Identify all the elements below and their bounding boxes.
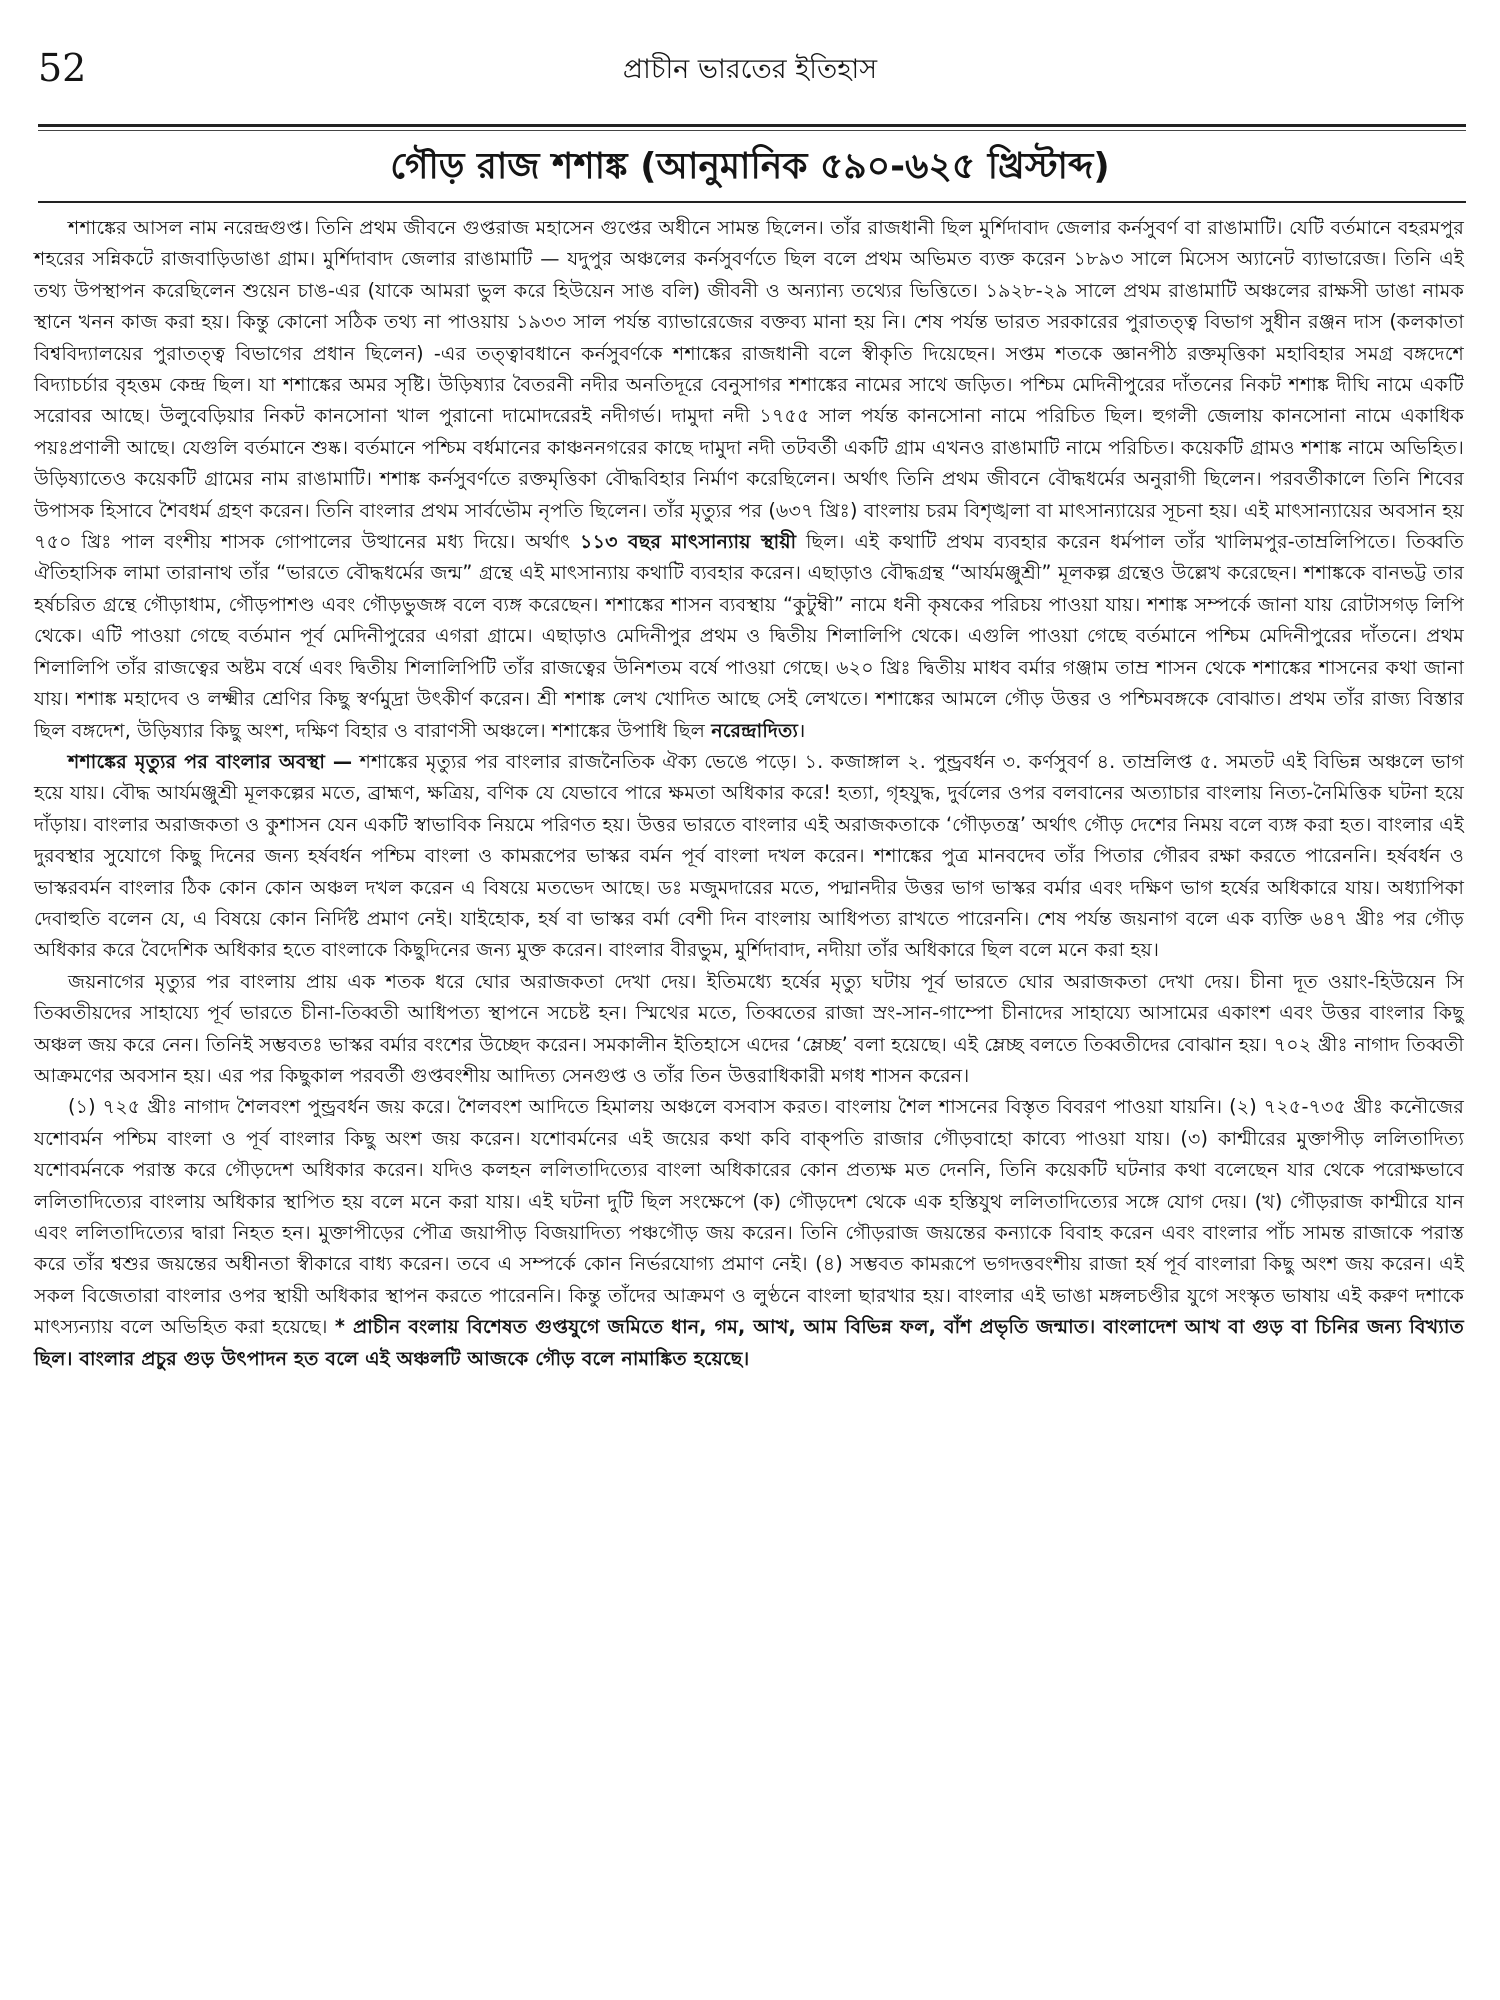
paragraph-text: ছিল। এই কথাটি প্রথম ব্যবহার করেন ধর্মপাল তাঁর খালিমপুর-তাম্রলিপিতে। তিব্বতি ঐতিহাসিক লামা তারানাথ তাঁর “ভারতে বৌদ্ধধর্মের জন্ম” গ্রন্থে এই মাৎসান্যায় কথাটি ব্যবহার করেন। এছাড়াও বৌদ্ধগ্রন্থ “আর্যমঞ্জুশ্রী” মূলকল্প গ্রন্থেও উল্লেখ করেছেন। শশাঙ্ককে বানভট্ট তার হর্ষচরিত গ্রন্থে গৌড়াধাম, গৌড়পাশণ্ড এবং গৌড়ভুজঙ্গ বলে ব্যঙ্গ করেছেন। শশাঙ্কের শাসন ব্যবস্থায় “কুটুম্বী” নামে ধনী কৃষকের পরিচয় পাওয়া যায়। শশাঙ্ক সম্পর্কে জানা যায় রোটাসগড় লিপি থেকে। এটি পাওয়া গেছে বর্তমান পূর্ব মেদিনীপুরের এগরা গ্রামে। এছাড়াও মেদিনীপুর প্রথম ও দ্বিতীয় শিলালিপি থেকে। এগুলি পাওয়া গেছে বর্তমানে পশ্চিম মেদিনীপুরের দাঁতনে। প্রথম শিলালিপি তাঁর রাজত্বের অষ্টম বর্ষে এবং দ্বিতীয় শিলালিপিটি তাঁর রাজত্বের উনিশতম বর্ষে পাওয়া গেছে। ৬২০ খ্রিঃ দ্বিতীয় মাধব বর্মার গঞ্জাম তাম্র শাসন থেকে শশাঙ্কের শাসনের কথা জানা যায়। শশাঙ্ক মহাদেব ও লক্ষ্মীর শ্রেণির কিছু স্বর্ণমুদ্রা উৎকীর্ণ করেন। শ্রী শশাঙ্ক লেখ খোদিত আছে সেই লেখতে। শশাঙ্কের আমলে গৌড় উত্তর ও পশ্চিমবঙ্গকে বোঝাত। প্রথম তাঁর রাজ্য বিস্তার ছিল বঙ্গদেশ, উড়িষ্যার কিছু অংশ, দক্ষিণ বিহার ও বারাণসী অঞ্চলে। শশাঙ্কের উপাধি ছিল — [34, 530, 1465, 742]
paragraph-jaynaga — [34, 966, 1464, 1092]
page-number: 52 — [38, 46, 87, 90]
article-body — [34, 212, 1464, 1374]
footnote-gauda-name: * প্রাচীন বংলায় বিশেষত গুপ্তযুগে জমিতে ধান, গম, আখ, আম বিভিন্ন ফল, বাঁশ প্রভৃতি জন্মাত। বাংলাদেশ আখ বা গুড় বা চিনির জন্য বিখ্যাত ছিল। বাংলার প্রচুর গুড় উৎপাদন হত বলে এই অঞ্চলটি আজকে গৌড় বলে নামাঙ্কিত হয়েছে। — [34, 1315, 1464, 1370]
paragraph-text: । — [798, 718, 806, 742]
section-heading-after-death: শশাঙ্কের মৃত্যুর পর বাংলার অবস্থা — — [68, 749, 353, 773]
paragraph-text: শশাঙ্কের মৃত্যুর পর বাংলার রাজনৈতিক ঐক্য ভেঙে পড়ে। ১. কজাঙ্গাল ২. পুন্ড্রবর্ধন ৩. কর্ণসুবর্ণ ৪. তাম্রলিপ্ত ৫. সমতট এই বিভিন্ন অঞ্চলে ভাগ হয়ে যায়। বৌদ্ধ আর্যমঞ্জুশ্রী মূলকল্পের মতে, ব্রাহ্মণ, ক্ষত্রিয়, বণিক যে যেভাবে পারে ক্ষমতা অধিকার করে! হত্যা, গৃহযুদ্ধ, দুর্বলের ওপর বলবানের অত্যাচার বাংলায় নিত্য-নৈমিত্তিক ঘটনা হয়ে দাঁড়ায়। বাংলার অরাজকতা ও কুশাসন যেন একটি স্বাভাবিক নিয়মে পরিণত হয়। উত্তর ভারতে বাংলার এই অরাজকতাকে ‘গৌড়তন্ত্র’ অর্থাৎ গৌড় দেশের নিময় বলে ব্যঙ্গ করা হত। বাংলার এই দুরবস্থার সুযোগে কিছু দিনের জন্য হর্ষবর্ধন পশ্চিম বাংলা ও কামরূপের ভাস্কর বর্মন পূর্ব বাংলা দখল করেন। শশাঙ্কের পুত্র মানবদেব তাঁর পিতার গৌরব রক্ষা করতে পারেননি। হর্ষবর্ধন ও ভাস্করবর্মন বাংলার ঠিক কোন কোন অঞ্চল দখল করেন এ বিষয়ে মতভেদ আছে। ডঃ মজুমদারের মতে, পদ্মানদীর উত্তর ভাগ ভাস্কর বর্মার এবং দক্ষিণ ভাগ হর্ষের অধিকারে যায়। অধ্যাপিকা দেবাহুতি বলেন যে, এ বিষয়ে কোন নির্দিষ্ট প্রমাণ নেই। যাইহোক, হর্ষ বা ভাস্কর বর্মা বেশী দিন বাংলায় আধিপত্য রাখতে পারেননি। শেষ পর্যন্ত জয়নাগ বলে এক ব্যক্তি ৬৪৭ খ্রীঃ পর গৌড় অধিকার করে বৈদেশিক অধিকার হতে বাংলাকে কিছুদিনের জন্য মুক্ত করেন। বাংলার বীরভুম, মুর্শিদাবাদ, নদীয়া তাঁর অধিকারে ছিল বলে মনে করা হয়। — [34, 749, 1465, 962]
highlight-title-narendraditya: নরেন্দ্রাদিত্য — [711, 718, 799, 742]
header-rule-thin — [38, 130, 1466, 131]
paragraph-invasions — [34, 1091, 1464, 1374]
running-title: প্রাচীন ভারতের ইতিহাস — [622, 54, 878, 85]
highlight-matsyanyaya-duration: ১১৩ বছর মাৎসান্যায় স্থায়ী — [580, 530, 797, 554]
chapter-title: গৌড় রাজ শশাঙ্ক (আনুমানিক ৫৯০-৬২৫ খ্রিস্টাব্দ) — [390, 146, 1110, 187]
paragraph-text: জয়নাগের মৃত্যুর পর বাংলায় প্রায় এক শতক ধরে ঘোর অরাজকতা দেখা দেয়। ইতিমধ্যে হর্ষের মৃত্যু ঘটায় পূর্ব ভারতে ঘোর অরাজকতা দেখা দেয়। চীনা দূত ওয়াং-হিউয়েন সি তিব্বতীয়দের সাহায্যে পূর্ব ভারতে চীনা-তিব্বতী আধিপত্য স্থাপনে সচেষ্ট হন। স্মিথের মতে, তিব্বতের রাজা স্রং-সান-গাম্পো চীনাদের সাহায্যে আসামের একাংশ এবং উত্তর বাংলার কিছু অঞ্চল জয় করে নেন। তিনিই সম্ভবতঃ ভাস্কর বর্মার বংশের উচ্ছেদ করেন। সমকালীন ইতিহাসে এদের ‘ম্লেচ্ছ’ বলা হয়েছে। এই ম্লেচ্ছ বলতে তিব্বতীদের বোঝান হয়। ৭০২ খ্রীঃ নাগাদ তিব্বতী আক্রমণের অবসান হয়। এর পর কিছুকাল পরবর্তী গুপ্তবংশীয় আদিত্য সেনগুপ্ত ও তাঁর তিন উত্তরাধিকারী মগধ শাসন করেন। — [34, 969, 1464, 1087]
paragraph-text: (১) ৭২৫ খ্রীঃ নাগাদ শৈলবংশ পুন্ড্রবর্ধন জয় করে। শৈলবংশ আদিতে হিমালয় অঞ্চলে বসবাস করত। বাংলায় শৈল শাসনের বিস্তৃত বিবরণ পাওয়া যায়নি। (২) ৭২৫-৭৩৫ খ্রীঃ কনৌজের যশোবর্মন পশ্চিম বাংলা ও পূর্ব বাংলার কিছু অংশ জয় করেন। যশোবর্মনের এই জয়ের কথা কবি বাক্‌পতি রাজার গৌড়বাহো কাব্যে পাওয়া যায়। (৩) কাশ্মীরের মুক্তাপীড় ললিতাদিত্য যশোবর্মনকে পরাস্ত করে গৌড়দেশ অধিকার করেন। যদিও কলহন ললিতাদিত্যের বাংলা অধিকারের কোন প্রত্যক্ষ মত দেননি, তিনি কয়েকটি ঘটনার কথা বলেছেন যার থেকে পরোক্ষভাবে ললিতাদিত্যের বাংলায় অধিকার স্থাপিত হয় বলে মনে করা যায়। এই ঘটনা দুটি ছিল সংক্ষেপে (ক) গৌড়দেশ থেকে এক হস্তিযুথ ললিতাদিত্যের সঙ্গে যোগ দেয়। (খ) গৌড়রাজ কাশ্মীরে যান এবং ললিতাদিত্যের দ্বারা নিহত হন। মুক্তাপীড়ের পৌত্র জয়াপীড় বিজয়াদিত্য পঞ্চগৌড় জয় করেন। তিনি গৌড়রাজ জয়ন্তের কন্যাকে বিবাহ করেন এবং বাংলার পাঁচ সামন্ত রাজাকে পরাস্ত করে তাঁর শ্বশুর জয়ন্তের অধীনতা স্বীকারে বাধ্য করেন। তবে এ সম্পর্কে কোন নির্ভরযোগ্য প্রমাণ নেই। (৪) সম্ভবত কামরূপে ভগদত্তবংশীয় রাজা হর্ষ পূর্ব বাংলারা কিছু অংশ জয় করেন। এই সকল বিজেতারা বাংলার ওপর স্থায়ী অধিকার স্থাপন করতে পারেননি। কিন্তু তাঁদের আক্রমণ ও লুণ্ঠনে বাংলা ছারখার হয়। বাংলার এই ভাঙা মঙ্গলচণ্ডীর যুগে সংস্কৃত ভাষায় এই করুণ দশাকে মাৎস্যন্যায় বলে অভিহিত করা হয়েছে। — [34, 1095, 1465, 1339]
paragraph-shashanka-intro — [34, 212, 1464, 746]
title-rule — [38, 201, 1466, 203]
header-rule — [38, 124, 1466, 127]
paragraph-text: শশাঙ্কের আসল নাম নরেন্দ্রগুপ্ত। তিনি প্রথম জীবনে গুপ্তরাজ মহাসেন গুপ্তের অধীনে সামন্ত ছিলেন। তাঁর রাজধানী ছিল মুর্শিদাবাদ জেলার কর্নসুবর্ণ বা রাঙামাটি। যেটি বর্তমানে বহরমপুর শহরের সন্নিকটে রাজবাড়িডাঙা গ্রাম। মুর্শিদাবাদ জেলার রাঙামাটি — যদুপুর অঞ্চলের কর্নসুবর্ণতে ছিল বলে প্রথম অভিমত ব্যক্ত করেন ১৮৯৩ সালে মিসেস অ্যানেট ব্যাভারেজ। তিনি এই তথ্য উপস্থাপন করেছিলেন শুয়েন চাঙ-এর (যাকে আমরা ভুল করে হিউয়েন সাঙ বলি) জীবনী ও অন্যান্য তথ্যের ভিত্তিতে। ১৯২৮-২৯ সালে প্রথম রাঙামাটি অঞ্চলের রাক্ষসী ডাঙা নামক স্থানে খনন কাজ করা হয়। কিন্তু কোনো সঠিক তথ্য না পাওয়ায় ১৯৩৩ সাল পর্যন্ত ব্যাভারেজের বক্তব্য মানা হয় নি। শেষ পর্যন্ত ভারত সরকারের পুরাতত্ত্ব বিভাগ সুধীন রঞ্জন দাস (কলকাতা বিশ্ববিদ্যালয়ের পুরাতত্ত্ব বিভাগের প্রধান ছিলেন) -এর তত্ত্বাবধানে কর্নসুবর্ণকে শশাঙ্কের রাজধানী বলে স্বীকৃতি দিয়েছেন। সপ্তম শতকে জ্ঞানপীঠ রক্তমৃত্তিকা মহাবিহার সমগ্র বঙ্গদেশে বিদ্যাচর্চার বৃহত্তম কেন্দ্র ছিল। যা শশাঙ্কের অমর সৃষ্টি। উড়িষ্যার বৈতরনী নদীর অনতিদূরে বেনুসাগর শশাঙ্কের নামের সাথে জড়িত। পশ্চিম মেদিনীপুরের দাঁতনের নিকট শশাঙ্ক দীঘি নামে একটি সরোবর আছে। উলুবেড়িয়ার নিকট কানসোনা খাল পুরানো দামোদরেরই নদীগর্ভ। দামুদা নদী ১৭৫৫ সাল পর্যন্ত কানসোনা নামে পরিচিত ছিল। হুগলী জেলায় কানসোনা নামে একাধিক পয়ঃপ্রণালী আছে। যেগুলি বর্তমানে শুষ্ক। বর্তমানে পশ্চিম বর্ধমানের কাঞ্চননগরের কাছে দামুদা নদী তটবর্তী একটি গ্রাম এখনও রাঙামাটি নামে পরিচিত। কয়েকটি গ্রামও শশাঙ্ক নামে অভিহিত। উড়িষ্যাতেও কয়েকটি গ্রামের নাম রাঙামাটি। শশাঙ্ক কর্নসুবর্ণতে রক্তমৃত্তিকা বৌদ্ধবিহার নির্মাণ করেছিলেন। অর্থাৎ তিনি প্রথম জীবনে বৌদ্ধধর্মের অনুরাগী ছিলেন। পরবর্তীকালে তিনি শিবের উপাসক হিসাবে শৈবধর্ম গ্রহণ করেন। তিনি বাংলার প্রথম সার্বভৌম নৃপতি ছিলেন। তাঁর মৃত্যুর পর (৬৩৭ খ্রিঃ) বাংলায় চরম বিশৃঙ্খলা বা মাৎসান্যায়ের সূচনা হয়। এই মাৎসান্যায়ের অবসান হয় ৭৫০ খ্রিঃ পাল বংশীয় শাসক গোপালের উত্থানের মধ্য দিয়ে। অর্থাৎ — [34, 216, 1464, 554]
paragraph-after-death — [34, 746, 1464, 966]
page-header — [38, 44, 1462, 94]
